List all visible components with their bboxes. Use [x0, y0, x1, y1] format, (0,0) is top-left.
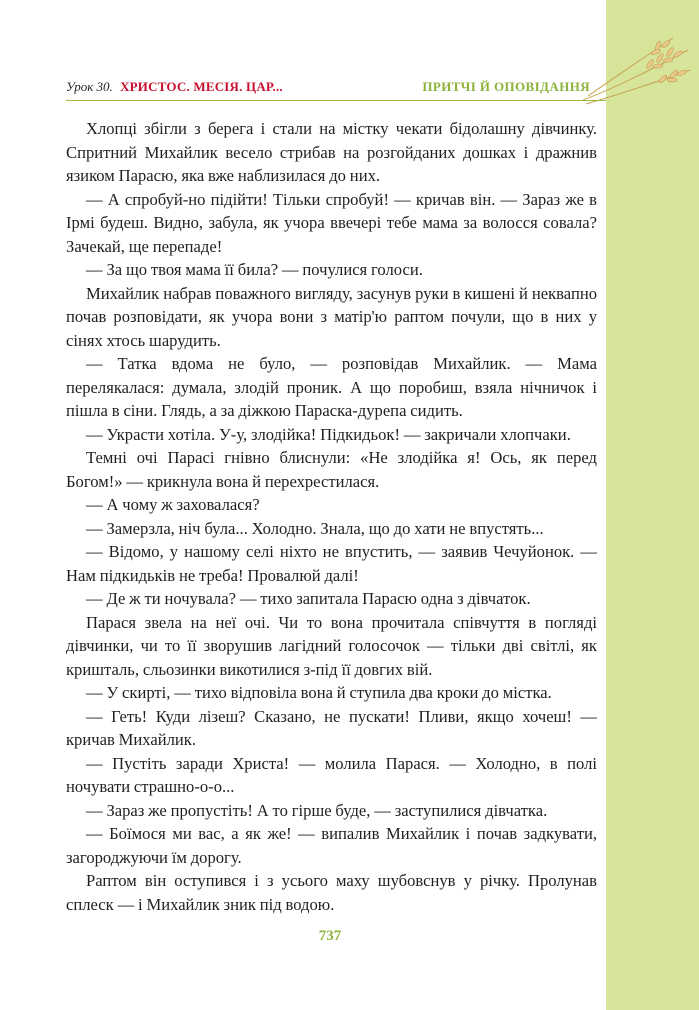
paragraph: — Замерзла, ніч була... Холодно. Знала, що до хати не впустять...: [86, 518, 544, 538]
paragraph: Михайлик набрав поважного вигляду, засунув руки в кишені й неквапно почав розповідати, як учора вони з матір'ю раптом почули, що в них у сінях хтось шарудить.: [66, 283, 597, 350]
page-header: [66, 79, 590, 99]
paragraph: — Татка вдома не було, — розповідав Михайлик. — Мама перелякалася: думала, злодій проник. А що поробиш, взяла нічничок і пішла в сіни. Глядь, а за діжкою Параска-дурепа сидить.: [66, 354, 597, 420]
lesson-title: ХРИСТОС. МЕСІЯ. ЦАР...: [120, 79, 283, 94]
paragraph: — А чому ж заховалася?: [86, 495, 260, 514]
lesson-number: Урок 30.: [66, 79, 113, 94]
paragraph: — У скирті, — тихо відповіла вона й ступила два кроки до містка.: [86, 683, 552, 702]
paragraph: — Пустіть заради Христа! — молила Парася. — Холодно, в полі ночувати страшно-о-о...: [66, 753, 597, 796]
section-title: ПРИТЧІ Й ОПОВІДАННЯ: [422, 79, 590, 94]
paragraph: — Де ж ти ночувала? — тихо запитала Парасю одна з дівчаток.: [86, 589, 531, 608]
paragraph: — Геть! Куди лізеш? Сказано, не пускати! Пливи, якщо хочеш! — кричав Михайлик.: [66, 706, 597, 749]
paragraph: — Боїмося ми вас, а як же! — випалив Михайлик і почав задкувати, загороджуючи їм дорогу.: [66, 824, 597, 867]
paragraph: Парася звела на неї очі. Чи то вона прочитала співчуття в погляді дівчинки, чи то її зворушив лагідний голосочок — тільки дві світлі, як кришталь, сльозинки викотилися з-під її довгих вій.: [66, 612, 597, 679]
paragraph: — За що твоя мама її била? — почулися голоси.: [86, 260, 423, 279]
paragraph: — Зараз же пропустіть! А то гірше буде, — заступилися дівчатка.: [86, 800, 548, 820]
paragraph: — Украсти хотіла. У-у, злодійка! Підкидьок! — закричали хлопчаки.: [86, 424, 571, 444]
paragraph: — Відомо, у нашому селі ніхто не впустить, — заявив Чечуйонок. — Нам підкидьків не треба! Провалюй далі!: [66, 542, 597, 585]
page-number: 737: [318, 928, 342, 944]
paragraph: Темні очі Парасі гнівно блиснули: «Не злодійка я! Ось, як перед Богом!» — крикнула вона й перехрестилася.: [66, 448, 597, 491]
paragraph: Раптом він оступився і з усього маху шубовснув у річку. Пролунав сплеск — і Михайлик зник під водою.: [66, 871, 597, 914]
wheat-icon: [578, 30, 693, 110]
lesson-heading: [66, 79, 283, 95]
paragraph: — А спробуй-но підійти! Тільки спробуй! — кричав він. — Зараз же в Ірмі будеш. Видно, забула, як учора ввечері тебе мама за волосся совала? Зачекай, ще перепаде!: [66, 189, 597, 256]
header-divider: [66, 100, 606, 101]
story-text: [66, 117, 597, 916]
paragraph: Хлопці збігли з берега і стали на містку чекати бідолашну дівчинку. Спритний Михайлик весело стрибав на розгойданих дошках і дражнив язиком Парасю, яка вже наблизилася до них.: [66, 119, 597, 185]
side-color-band: [606, 0, 699, 1010]
